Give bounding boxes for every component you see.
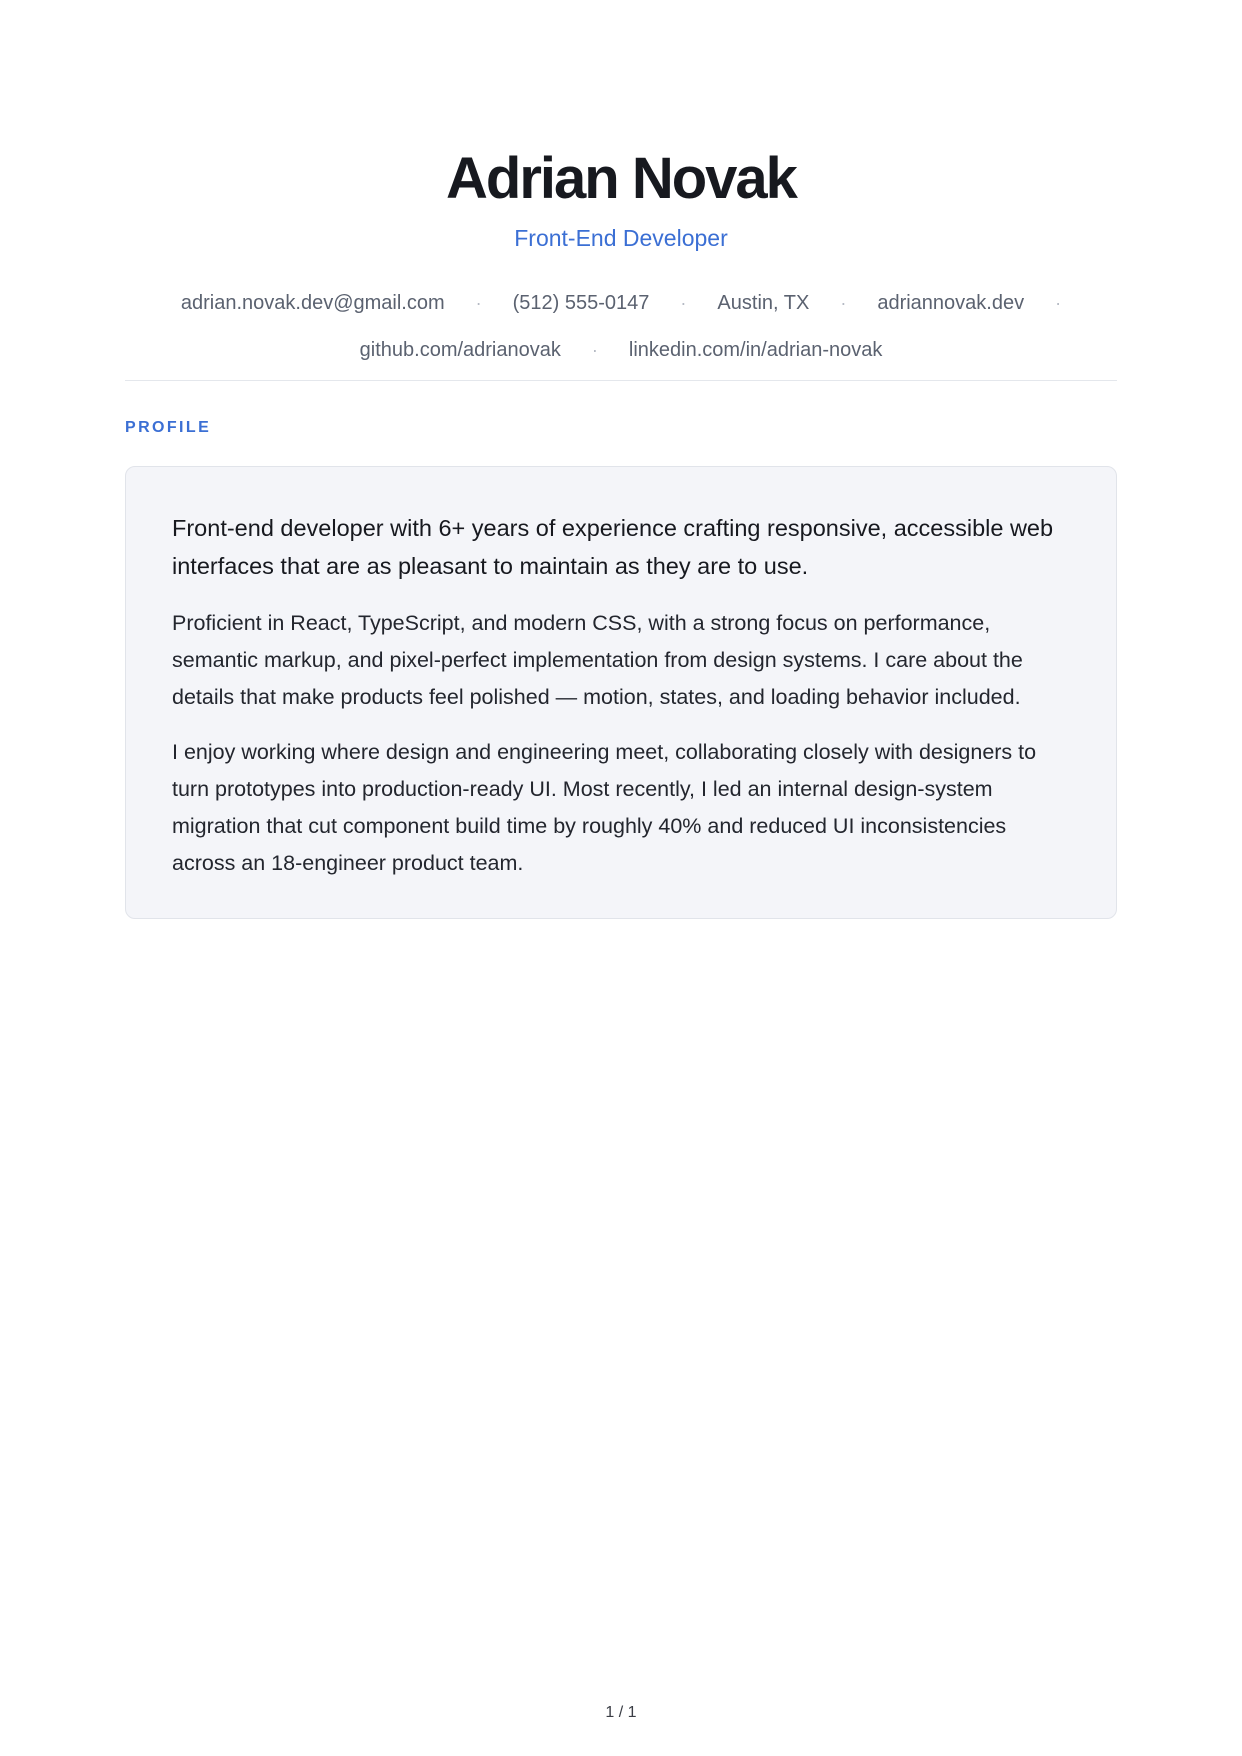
- header-divider: [125, 380, 1117, 381]
- candidate-name: Adrian Novak: [446, 146, 796, 211]
- contact-line-2: [125, 327, 1117, 374]
- contact-separator: ·: [680, 293, 687, 313]
- contact-email[interactable]: adrian.novak.dev@gmail.com: [180, 292, 445, 314]
- resume-header: [125, 0, 1117, 374]
- contact-linkedin[interactable]: linkedin.com/in/adrian-novak: [628, 339, 883, 361]
- profile-paragraph: I enjoy working where design and engineering meet, collaborating closely with designers to turn prototypes into production-ready UI. Most recently, I led an internal design-system migration that cut component build time by roughly 40% and reduced UI inconsistencies across an 18-engineer product team.: [172, 740, 1037, 875]
- resume-page: [125, 0, 1117, 1756]
- profile-lead: Front-end developer with 6+ years of experience crafting responsive, accessible web interfaces that are as pleasant to maintain as they are to use.: [172, 515, 1054, 579]
- contact-website[interactable]: adriannovak.dev: [877, 292, 1025, 314]
- contact-location: Austin, TX: [717, 292, 810, 314]
- page-indicator: 1 / 1: [605, 1704, 637, 1721]
- section-heading-profile: PROFILE: [125, 419, 212, 436]
- profile-card: [125, 466, 1117, 919]
- profile-paragraph: Proficient in React, TypeScript, and modern CSS, with a strong focus on performance, semantic markup, and pixel-perfect implementation from design systems. I care about the details that make products feel polished — motion, states, and loading behavior included.: [172, 611, 1023, 709]
- contact-separator: ·: [591, 340, 598, 360]
- contact-phone[interactable]: (512) 555-0147: [512, 292, 650, 314]
- job-title: Front-End Developer: [514, 225, 728, 251]
- contact-separator: ·: [1055, 293, 1062, 313]
- contact-line-1: [125, 280, 1117, 327]
- contact-separator: ·: [475, 293, 482, 313]
- profile-section: [125, 418, 1117, 919]
- contact-separator: ·: [840, 293, 847, 313]
- contact-github[interactable]: github.com/adrianovak: [359, 339, 561, 361]
- contact-info: [125, 280, 1117, 374]
